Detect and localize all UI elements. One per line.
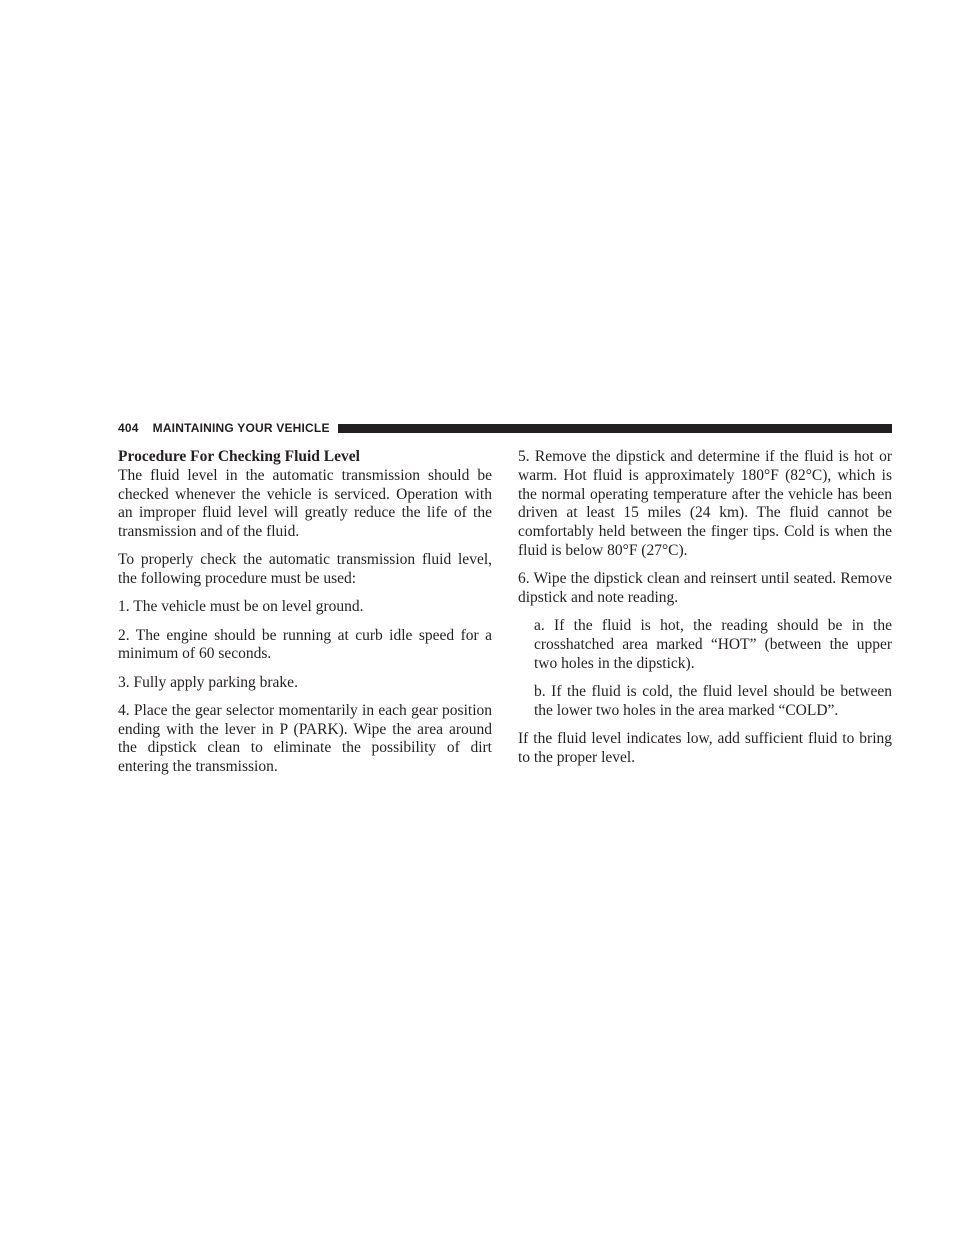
- paragraph-procedure: To properly check the automatic transmission fluid level, the following procedure must be used:: [118, 551, 492, 588]
- page-header: [118, 419, 892, 436]
- page-number: 404: [118, 420, 139, 435]
- step-4: 4. Place the gear selector momentarily in each gear position ending with the lever in P (PARK). Wipe the area around the dipstick clean to eliminate the possibility of dirt entering the transmission.: [118, 701, 492, 776]
- step-2: 2. The engine should be running at curb idle speed for a minimum of 60 seconds.: [118, 626, 492, 663]
- step-5: 5. Remove the dipstick and determine if the fluid is hot or warm. Hot fluid is approximately 180°F (82°C), which is the normal operating temperature after the vehicle has been driven at least 15 miles (24 km). The fluid cannot be comfortably held between the finger tips. Cold is when the fluid is below 80°F (27°C).: [518, 448, 892, 559]
- paragraph-low-level: If the fluid level indicates low, add sufficient fluid to bring to the proper level.: [518, 729, 892, 766]
- step-6a: a. If the fluid is hot, the reading should be in the crosshatched area marked “HOT” (between the upper two holes in the dipstick).: [534, 617, 892, 672]
- step-6: 6. Wipe the dipstick clean and reinsert until seated. Remove dipstick and note reading.: [518, 570, 892, 606]
- step-1: 1. The vehicle must be on level ground.: [118, 598, 364, 616]
- header-rule: [338, 424, 892, 433]
- right-column: [518, 448, 892, 777]
- section-title: MAINTAINING YOUR VEHICLE: [152, 420, 330, 435]
- paragraph-intro: The fluid level in the automatic transmission should be checked whenever the vehicle is serviced. Operation with an improper fluid level will greatly reduce the life of the transmission and of the fluid.: [118, 466, 492, 541]
- left-column: [118, 448, 492, 786]
- step-3: 3. Fully apply parking brake.: [118, 673, 298, 691]
- step-6b: b. If the fluid is cold, the fluid level should be between the lower two holes in the area marked “COLD”.: [534, 682, 892, 719]
- procedure-heading: Procedure For Checking Fluid Level: [118, 448, 360, 465]
